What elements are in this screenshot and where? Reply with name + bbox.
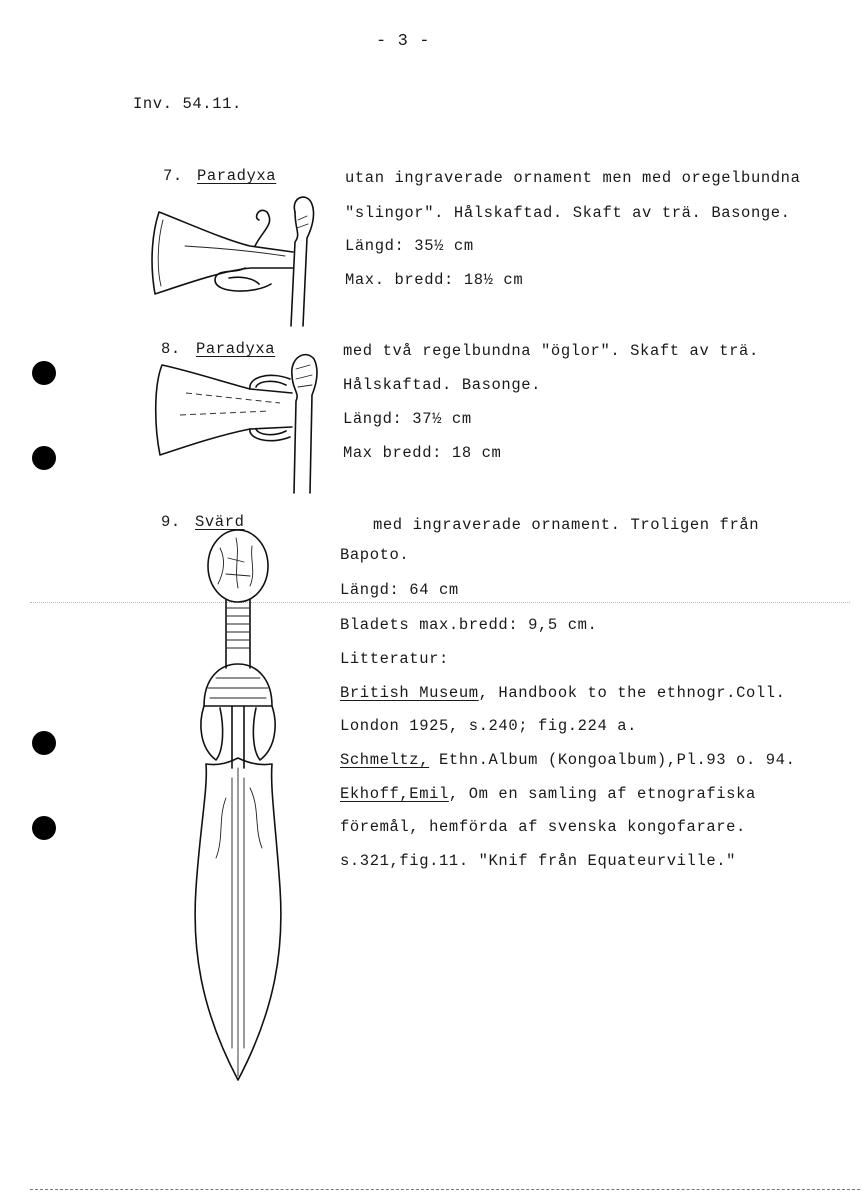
entry-title: Paradyxa [196, 340, 276, 358]
literature-item [340, 717, 637, 735]
entry-line: Bapoto. [340, 546, 410, 564]
literature-text: Ethn.Album (Kongoalbum),Pl.93 o. 94. [429, 751, 796, 769]
literature-item [340, 852, 736, 870]
punch-hole [32, 816, 56, 840]
literature-author: Ekhoff,Emil [340, 785, 449, 803]
literature-author: Schmeltz, [340, 751, 430, 769]
entry-number: 8. [161, 340, 181, 358]
entry-line: Litteratur: [340, 650, 449, 668]
inventory-number: Inv. 54.11. [133, 95, 242, 113]
entry-line: med två regelbundna "öglor". Skaft av trä. [343, 342, 759, 360]
entry-line: Max. bredd: 18½ cm [345, 271, 524, 289]
entry-title: Paradyxa [197, 167, 277, 185]
entry-line: Längd: 64 cm [340, 581, 459, 599]
literature-text: föremål, hemförda af svenska kongofarare. [340, 818, 746, 836]
entry-line: Max bredd: 18 cm [343, 444, 502, 462]
entry-line: med ingraverade ornament. Troligen från [373, 516, 760, 534]
literature-author: British Museum [340, 684, 479, 702]
entry-line: Längd: 35½ cm [345, 237, 474, 255]
entry-title: Svärd [195, 513, 245, 531]
axe-oglor-drawing [150, 345, 330, 495]
literature-item [340, 751, 795, 769]
literature-text: , Om en samling af etnografiska [448, 785, 756, 803]
punch-hole [32, 446, 56, 470]
literature-text: London 1925, s.240; fig.224 a. [340, 717, 638, 735]
entry-line: "slingor". Hålskaftad. Skaft av trä. Basonge. [345, 204, 791, 222]
page-number: - 3 - [376, 32, 431, 51]
axe-slingor-drawing [145, 190, 325, 330]
sword-drawing [180, 528, 300, 1088]
literature-item [340, 818, 746, 836]
entry-line: utan ingraverade ornament men med oregelbundna [345, 169, 801, 187]
scan-noise [30, 602, 850, 604]
literature-item [340, 785, 756, 803]
punch-hole [32, 361, 56, 385]
entry-line: Längd: 37½ cm [343, 410, 472, 428]
entry-line: Bladets max.bredd: 9,5 cm. [340, 616, 598, 634]
entry-line: Hålskaftad. Basonge. [343, 376, 542, 394]
literature-text: , Handbook to the ethnogr.Coll. [478, 684, 786, 702]
entry-number: 7. [163, 167, 183, 185]
literature-item [340, 684, 786, 702]
entry-number: 9. [161, 513, 181, 531]
punch-hole [32, 731, 56, 755]
literature-text: s.321,fig.11. "Knif från Equateurville." [340, 852, 737, 870]
page-bottom-edge [30, 1189, 860, 1190]
